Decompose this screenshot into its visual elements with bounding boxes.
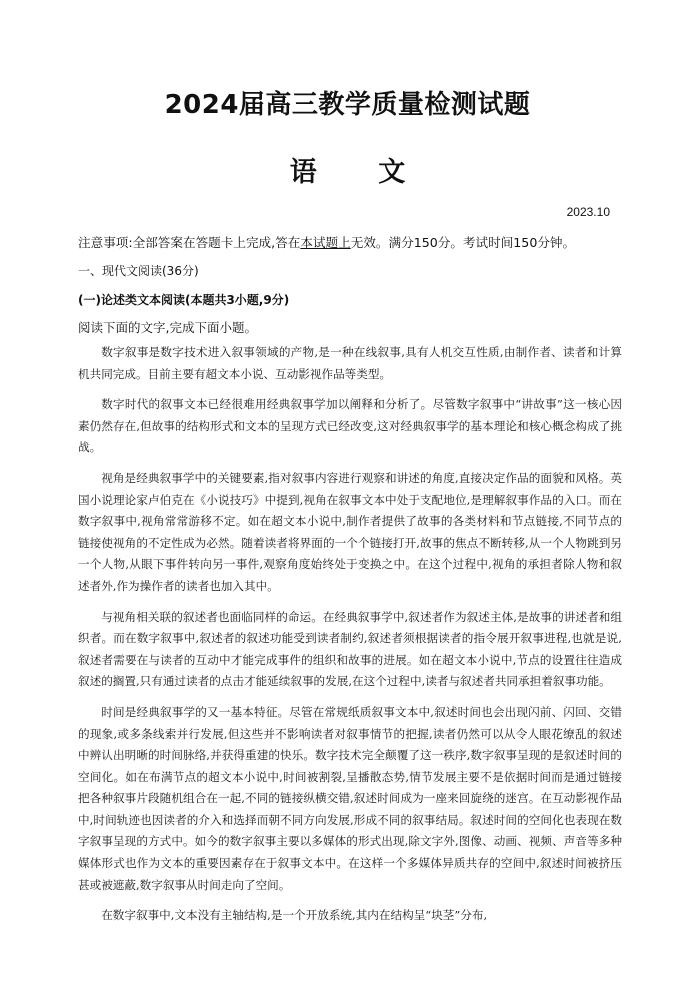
reading-passage (78, 342, 622, 936)
notice-suffix: 无效。满分150分。考试时间150分钟。 (350, 235, 576, 250)
passage-paragraph: 时间是经典叙事学的又一基本特征。尽管在常规纸质叙事文本中,叙述时间也会出现闪前、闪回、交错的现象,或多条线索并行发展,但这些并不影响读者对叙事情节的把握,读者仍然可以从令人眼花缭乱的叙述中辨认出明晰的时间脉络,并获得重建的快乐。数字技术完全颠覆了这一秩序,数字叙事呈现的是叙述时间的空间化。如在布满节点的超文本小说中,时间被割裂,呈播散态势,情节发展主要不是依据时间而是通过链接把各种叙事片段随机组合在一起,不同的链接纵横交错,叙述时间成为一座来回旋绕的迷宫。在互动影视作品中,时间轨迹也因读者的介入和选择而朝不同方向发展,形成不同的叙事结局。叙述时间的空间化也表现在数字叙事呈现的方式中。如今的数字叙事主要以多媒体的形式出现,除文字外,图像、动画、视频、声音等多种媒体形式也作为文本的重要因素存在于叙事文本中。在这样一个多媒体异质共存的空间中,叙述时间被挤压甚或被遮蔽,数字叙事从时间走向了空间。 (78, 704, 622, 892)
notice-line (78, 232, 575, 251)
passage-paragraph: 与视角相关联的叙述者也面临同样的命运。在经典叙事学中,叙述者作为叙述主体,是故事的讲述者和组织者。而在数字叙事中,叙述者的叙述功能受到读者制约,叙述者须根据读者的指令展开叙事进程,也就是说,叙述者需要在与读者的互动中才能完成事件的组织和故事的进展。如在超文本小说中,节点的设置往往造成叙述的搁置,只有通过读者的点击才能延续叙事的发展,在这个过程中,读者与叙述者共同承担着叙事功能。 (78, 609, 622, 689)
notice-underlined: 本试题上 (300, 235, 351, 250)
exam-date: 2023.10 (566, 205, 610, 219)
subsection-heading: (一)论述类文本阅读(本题共3小题,9分) (78, 293, 290, 307)
notice-prefix: 注意事项:全部答案在答题卡上完成,答在 (78, 235, 301, 250)
passage-paragraph: 视角是经典叙事学中的关键要素,指对叙事内容进行观察和讲述的角度,直接决定作品的面貌和风格。英国小说理论家卢伯克在《小说技巧》中提到,视角在叙事文本中处于支配地位,是理解叙事作品的入口。而在数字叙事中,视角常常游移不定。如在超文本小说中,制作者提供了故事的各类材料和节点链接,不同节点的链接使视角的不定性成为必然。随着读者将界面的一个个链接打开,故事的焦点不断转移,从一个人物跳到另一个人物,从眼下事件转向另一事件,观察角度始终处于变换之中。在这个过程中,视角的承担者除人物和叙述者外,作为操作者的读者也加入其中。 (78, 470, 622, 593)
subject-heading: 语 文 (289, 157, 432, 188)
section-heading: 一、现代文阅读(36分) (78, 264, 199, 278)
passage-paragraph: 数字叙事是数字技术进入叙事领域的产物,是一种在线叙事,具有人机交互性质,由制作者、读者和计算机共同完成。目前主要有超文本小说、互动影视作品等类型。 (78, 345, 622, 381)
reading-instruction: 阅读下面的文字,完成下面小题。 (78, 320, 257, 335)
passage-paragraph: 数字时代的叙事文本已经很难用经典叙事学加以阐释和分析了。尽管数字叙事中“讲故事”这一核心因素仍然存在,但故事的结构形式和文本的呈现方式已经改变,这对经典叙事学的基本理论和核心概念构成了挑战。 (78, 397, 622, 455)
passage-paragraph: 在数字叙事中,文本没有主轴结构,是一个开放系统,其内在结构呈“块茎”分布, (101, 908, 488, 923)
exam-title: 2024届高三教学质量检测试题 (164, 90, 531, 120)
